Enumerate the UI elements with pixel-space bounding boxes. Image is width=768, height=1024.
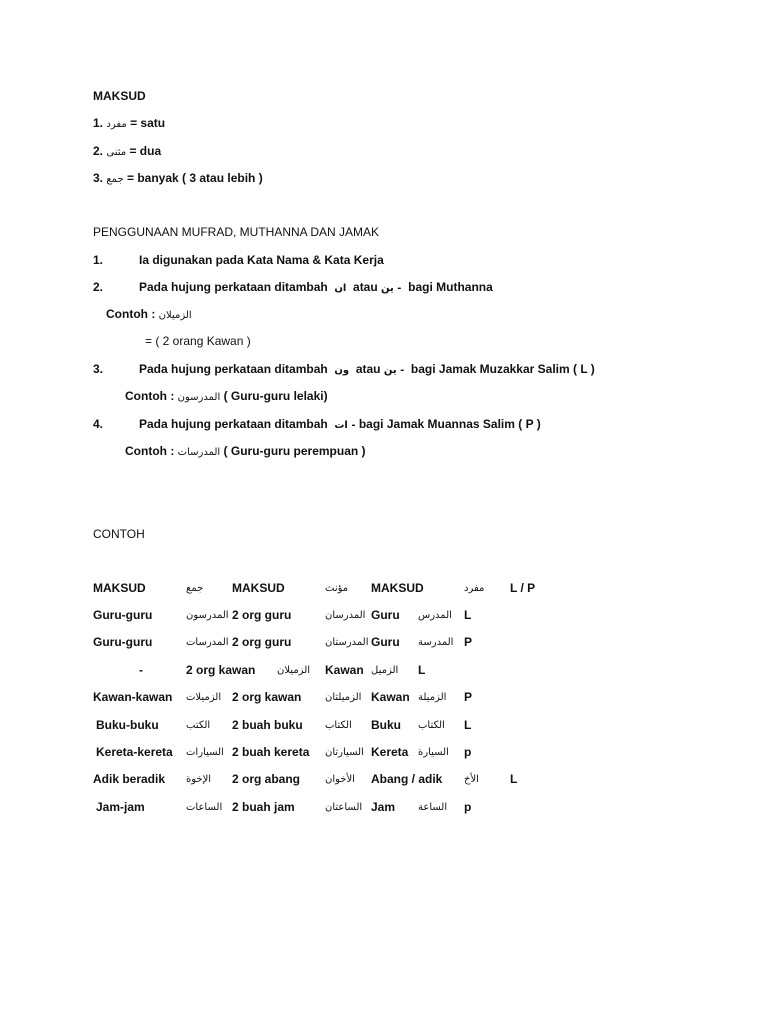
row-6-gender: p	[464, 745, 472, 759]
row-7-muthanna-arabic: الأخوان	[325, 774, 355, 785]
point-3-number: 3.	[93, 362, 104, 376]
point-text-a: Pada hujung perkataan ditambah	[139, 280, 328, 294]
row-2-jamak-meaning: Guru-guru	[93, 635, 153, 649]
arabic-suffix: ين -	[383, 365, 405, 376]
arabic-suffix: ين -	[381, 283, 402, 294]
row-2-muthanna-meaning: 2 org guru	[232, 635, 292, 649]
example-label: Contoh :	[106, 307, 156, 321]
row-7-muthanna-meaning: 2 org abang	[232, 772, 301, 786]
row-8-muthanna-arabic: الساعتان	[325, 802, 363, 813]
item-number: 1.	[93, 116, 104, 130]
row-5-muthanna-meaning: 2 buah buku	[232, 718, 303, 732]
point-4-example	[125, 443, 366, 461]
row-3-jamak-meaning: -	[139, 663, 143, 677]
point-4-number: 4.	[93, 417, 104, 431]
row-1-muthanna-meaning: 2 org guru	[232, 608, 292, 622]
row-4-muthanna-meaning: 2 org kawan	[232, 690, 302, 704]
contoh-heading: CONTOH	[93, 527, 145, 541]
point-1-text: Ia digunakan pada Kata Nama & Kata Kerja	[139, 253, 384, 267]
row-7-mufrad-arabic: الأخ	[464, 774, 479, 785]
row-8-mufrad-arabic: الساعة	[418, 802, 448, 813]
point-text-c: bagi Jamak Muzakkar Salim ( L )	[410, 362, 595, 376]
maksud-item-3	[93, 170, 263, 188]
row-8-jamak-meaning: Jam-jam	[96, 800, 145, 814]
row-6-jamak-arabic: السيارات	[186, 747, 224, 758]
header-mufrad-arabic: مفرد	[464, 583, 485, 594]
arabic-term: مثنى	[106, 147, 127, 158]
point-text-b: atau	[353, 280, 378, 294]
row-7-jamak-meaning: Adik beradik	[93, 772, 166, 786]
row-2-mufrad-meaning: Guru	[371, 635, 400, 649]
penggunaan-heading: PENGGUNAAN MUFRAD, MUTHANNA DAN JAMAK	[93, 225, 380, 239]
arabic-term: مفرد	[106, 119, 127, 130]
point-2-number: 2.	[93, 280, 104, 294]
arabic-suffix: ون	[334, 365, 350, 376]
row-5-gender: L	[464, 718, 472, 732]
row-2-gender: P	[464, 635, 473, 649]
row-8-jamak-arabic: الساعات	[186, 802, 223, 813]
point-2-example	[106, 306, 192, 324]
example-meaning: ( Guru-guru perempuan )	[223, 444, 366, 458]
item-number: 2.	[93, 144, 104, 158]
maksud-heading: MAKSUD	[93, 89, 146, 103]
row-1-mufrad-meaning: Guru	[371, 608, 400, 622]
row-8-gender: p	[464, 800, 472, 814]
row-5-jamak-meaning: Buku-buku	[96, 718, 159, 732]
example-arabic: المدرسات	[177, 447, 221, 458]
point-3-example	[125, 388, 328, 406]
row-8-mufrad-meaning: Jam	[371, 800, 396, 814]
point-4-text	[139, 416, 541, 434]
row-2-mufrad-arabic: المدرسة	[418, 637, 454, 648]
maksud-item-1	[93, 115, 165, 133]
point-1-number: 1.	[93, 253, 104, 267]
row-3-mufrad-meaning: Kawan	[325, 663, 364, 677]
header-muthanna-arabic: مؤنث	[325, 583, 349, 594]
row-3-gender: L	[418, 663, 426, 677]
point-3-text	[139, 361, 595, 379]
row-5-jamak-arabic: الكتب	[186, 720, 211, 731]
item-meaning: = dua	[129, 144, 162, 158]
row-3-muthanna-arabic: الزميلان	[277, 665, 311, 676]
row-4-jamak-arabic: الزميلات	[186, 692, 222, 703]
row-6-mufrad-meaning: Kereta	[371, 745, 409, 759]
row-4-mufrad-arabic: الزميلة	[418, 692, 447, 703]
row-1-jamak-arabic: المدرسون	[186, 610, 229, 621]
example-label: Contoh :	[125, 444, 175, 458]
row-6-muthanna-meaning: 2 buah kereta	[232, 745, 310, 759]
row-7-mufrad-meaning: Abang / adik	[371, 772, 443, 786]
row-4-mufrad-meaning: Kawan	[371, 690, 410, 704]
header-maksud-muthanna: MAKSUD	[232, 581, 285, 595]
row-8-muthanna-meaning: 2 buah jam	[232, 800, 295, 814]
row-5-mufrad-arabic: الكتاب	[418, 720, 445, 731]
row-4-gender: P	[464, 690, 473, 704]
example-label: Contoh :	[125, 389, 175, 403]
point-2-text	[139, 279, 493, 297]
row-1-jamak-meaning: Guru-guru	[93, 608, 153, 622]
header-gender: L / P	[510, 581, 536, 595]
point-text-b: atau	[355, 362, 381, 376]
row-1-gender: L	[464, 608, 472, 622]
item-meaning: = banyak ( 3 atau lebih )	[127, 171, 263, 185]
arabic-suffix: ات -	[334, 420, 356, 431]
row-5-muthanna-arabic: الكتاب	[325, 720, 352, 731]
row-2-muthanna-arabic: المدرستان	[325, 637, 369, 648]
row-2-jamak-arabic: المدرسات	[186, 637, 229, 648]
row-7-jamak-arabic: الإخوة	[186, 774, 212, 785]
row-3-mufrad-arabic: الزميل	[371, 665, 399, 676]
maksud-item-2	[93, 143, 161, 161]
example-arabic: الزميلان	[158, 310, 192, 321]
point-2-example-meaning: = ( 2 orang Kawan )	[145, 334, 251, 348]
arabic-suffix: ان	[334, 283, 347, 294]
row-5-mufrad-meaning: Buku	[371, 718, 401, 732]
row-3-muthanna-meaning: 2 org kawan	[186, 663, 256, 677]
row-7-gender: L	[510, 772, 518, 786]
point-text-c: bagi Jamak Muannas Salim ( P )	[358, 417, 541, 431]
example-arabic: المدرسون	[177, 392, 221, 403]
point-text-c: bagi Muthanna	[408, 280, 493, 294]
point-text-a: Pada hujung perkataan ditambah	[139, 362, 328, 376]
row-6-mufrad-arabic: السيارة	[418, 747, 449, 758]
header-jamak-arabic: جمع	[186, 583, 204, 594]
arabic-term: جمع	[106, 174, 124, 185]
row-1-muthanna-arabic: المدرسان	[325, 610, 366, 621]
example-meaning: ( Guru-guru lelaki)	[223, 389, 328, 403]
item-number: 3.	[93, 171, 104, 185]
point-text-a: Pada hujung perkataan ditambah	[139, 417, 328, 431]
header-maksud-jamak: MAKSUD	[93, 581, 146, 595]
row-1-mufrad-arabic: المدرس	[418, 610, 452, 621]
row-6-muthanna-arabic: السيارتان	[325, 747, 364, 758]
row-6-jamak-meaning: Kereta-kereta	[96, 745, 173, 759]
item-meaning: = satu	[130, 116, 166, 130]
header-maksud-mufrad: MAKSUD	[371, 581, 424, 595]
row-4-jamak-meaning: Kawan-kawan	[93, 690, 173, 704]
row-4-muthanna-arabic: الزميلتان	[325, 692, 362, 703]
